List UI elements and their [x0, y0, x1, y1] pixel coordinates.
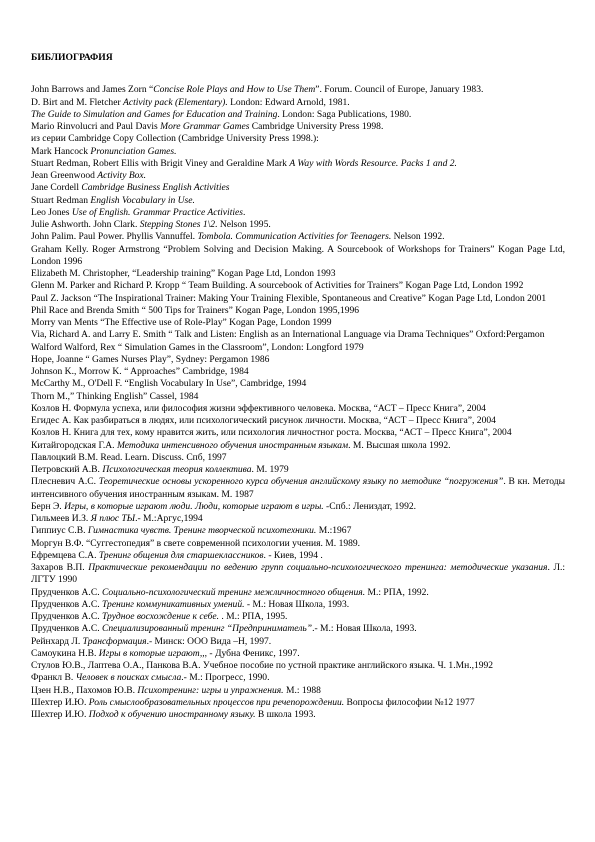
entry-text: Jane Cordell [31, 182, 82, 194]
entry-title-italic: Cambridge Business English Activities [81, 182, 230, 194]
entry-text: Гильмеев И.З. [31, 513, 91, 524]
entry-title-italic: Специализированный тренинг “Предприниматель” [101, 623, 313, 635]
entry-title-italic: Трансформация [82, 635, 147, 647]
entry-text: Франкл В. [31, 672, 76, 684]
bibliography-entry [31, 452, 565, 464]
bibliography-entry [31, 219, 565, 231]
entry-title-italic: Activity Box. [97, 170, 147, 181]
entry-text: -Спб.: Лениздат, 1992. [323, 500, 417, 512]
entry-title-italic: Психологическая теория коллектива [102, 464, 252, 475]
bibliography-entry [31, 133, 565, 145]
entry-text: Nelson 1992. [391, 231, 445, 243]
bibliography-page [31, 52, 565, 721]
entry-text: Гиппиус С.В. [31, 525, 88, 537]
bibliography-entry [31, 464, 565, 476]
entry-title-italic: Pronunciation Games. [90, 145, 177, 157]
entry-text: Julie Ashworth. John Clark. [31, 219, 140, 230]
bibliography-entry [31, 268, 565, 280]
bibliography-entry [31, 587, 565, 599]
entry-text: из серии Cambridge Copy Collection (Cambridge University Press 1998.): [31, 133, 319, 145]
entry-title-italic: More Grammar Games [160, 121, 250, 132]
entry-title-italic: Методика интенсивного обучения иностранным языкам [116, 439, 349, 451]
entry-text: М.: 1988 [283, 684, 321, 696]
entry-text: .- М.:Аргус,1994 [135, 513, 203, 524]
entry-title-italic: English Vocabulary in Use. [90, 194, 195, 206]
bibliography-entry [31, 623, 565, 635]
entry-text: Johnson K., Morrow K. “ Approaches” Cambridge, 1984 [31, 366, 249, 377]
bibliography-entry [31, 501, 565, 513]
entry-title-italic: Тренинг общения для старшеклассников [98, 549, 264, 561]
bibliography-entry [31, 611, 565, 623]
bibliography-entry [31, 378, 565, 390]
bibliography-entry [31, 366, 565, 378]
entry-text: .- М.: Новая Школа, 1993. [312, 623, 417, 635]
entry-text: .- Минск: ООО Вида –Н, 1997. [146, 635, 272, 647]
bibliography-entry [31, 293, 565, 305]
entry-text: D. Birt and M. Fletcher [31, 96, 124, 108]
bibliography-entry [31, 709, 565, 721]
entry-text: Павлоцкий В.М. Read. Learn. Discuss. Спб, 1997 [31, 451, 227, 463]
entry-text: Paul Z. Jackson “The Inspirational Trainer: Making Your Training Flexible, Spontaneous and Creative” Kogan Page Ltd, London 2001 [31, 292, 547, 304]
entry-text: Рейнхард Л. [31, 635, 83, 647]
entry-title-italic: Теоретические основы ускоренного курса обучения английскому языку по методике “погружения” [98, 476, 504, 488]
bibliography-entry [31, 648, 565, 660]
entry-title-italic: Психотренинг: игры и упражнения. [137, 684, 284, 696]
entry-text: Вопросы философии №12 1977 [344, 696, 475, 708]
entry-title-italic: Гимнастика чувств. Тренинг творческой психотехники. [87, 525, 317, 537]
entry-title-italic: Stepping Stones 1\2 [139, 219, 216, 230]
bibliography-entry [31, 97, 565, 109]
entry-text: Прудченков А.С. [31, 623, 102, 635]
entry-text: . М. Высшая школа 1992. [348, 439, 451, 451]
entry-title-italic: Роль смыслообразовательных процессов при речепорождении. [88, 696, 345, 708]
entry-text: London: Edward Arnold, 1981. [227, 96, 350, 108]
bibliography-entry [31, 440, 565, 452]
entry-title-italic: Concise Role Plays and How to Use Them [153, 84, 316, 96]
bibliography-entry [31, 317, 565, 329]
bibliography-entry [31, 636, 565, 648]
entry-text: Via, Richard A. and Larry E. Smith “ Talk and Listen: English as an International Language via Drama Techniques” Oxford:Pergamon [31, 329, 545, 341]
entry-text: Jean Greenwood [31, 170, 98, 181]
entry-title-italic: The Guide to Simulation and Games for Education and Training [31, 108, 278, 120]
entry-text: Козлов Н. Книга для тех, кому нравится жить, или психология личностног роста. Москва, “АСТ – Пресс Книга”, 2004 [31, 427, 512, 439]
entry-text: Elizabeth M. Christopher, “Leadership training” Kogan Page Ltd, London 1993 [31, 268, 336, 279]
entry-text: . [242, 206, 246, 218]
bibliography-entry [31, 121, 565, 133]
bibliography-entry [31, 195, 565, 207]
entry-text: Моргун В.Ф. “Суггестопедия” в свете современной психологии учения. М. 1989. [31, 537, 361, 549]
entry-text: McCarthy M., O'Dell F. “English Vocabulary In Use”, Cambridge, 1994 [31, 378, 307, 390]
entry-text: Graham Kelly. Roger Armstrong “Problem Solving and Decision Making. A Sourcebook of Workshops for Trainers” Kogan Page Ltd, London 1996 [31, 243, 565, 267]
entry-text: М.: РПА, 1992. [365, 586, 429, 598]
bibliography-entry [31, 672, 565, 684]
bibliography-entry [31, 329, 565, 341]
entry-text: Hope, Joanne “ Games Nurses Play”, Sydney: Pergamon 1986 [31, 353, 270, 365]
entry-text: Mark Hancock [31, 145, 91, 157]
entry-text: . Nelson 1995. [215, 219, 271, 230]
bibliography-entry [31, 342, 565, 354]
bibliography-entry [31, 476, 565, 501]
entry-title-italic: Практические рекомендации по ведению групп социально-психологического тренинга: методические указания [88, 562, 548, 573]
entry-title-italic: Я плюс ТЫ [90, 513, 136, 524]
bibliography-entry [31, 231, 565, 243]
bibliography-entry [31, 427, 565, 439]
entry-text: Захаров В.П. [31, 562, 89, 573]
entry-text: Thorn M.,” Thinking English” Cassel, 1984 [31, 390, 199, 402]
entry-text: Morry van Ments “The Effective use of Role-Play” Kogan Page, London 1999 [31, 317, 332, 328]
bibliography-entry [31, 391, 565, 403]
bibliography-entry [31, 170, 565, 182]
bibliography-entry [31, 538, 565, 550]
entry-title-italic: Игры, в которые играют люди. Люди, которые играют в игры. [64, 500, 324, 512]
bibliography-entry [31, 280, 565, 292]
entry-text: Прудченков А.С. [31, 598, 102, 610]
entry-title-italic: Трудное восхождение к себе. [101, 611, 219, 622]
bibliography-entry [31, 415, 565, 427]
bibliography-entry [31, 685, 565, 697]
bibliography-entry [31, 244, 565, 269]
entry-text: Егидес А. Как разбираться в людях, или психологический рисунок личности. Москва, “АСТ – Пресс Книга”, 2004 [31, 415, 496, 426]
entry-text: Mario Rinvolucri and Paul Davis [31, 121, 161, 132]
bibliography-entry [31, 182, 565, 194]
entry-text: Ефремцева С.А. [31, 549, 99, 561]
bibliography-entry [31, 109, 565, 121]
page-title: БИБЛИОГРАФИЯ [31, 52, 113, 63]
bibliography-entry [31, 146, 565, 158]
entry-text: Walford Walford, Rex “ Simulation Games in the Classroom”, London: Longford 1979 [31, 341, 364, 353]
entry-title-italic: A Way with Words Resource. Packs 1 and 2. [289, 157, 457, 169]
entry-text: . Л.: ЛГТУ 1990 [31, 562, 565, 586]
entry-text: John Barrows and James Zorn “ [31, 84, 154, 96]
entry-text: Stuart Redman, Robert Ellis with Brigit Viney and Geraldine Mark [31, 157, 290, 169]
entry-text: Петровский А.В. [31, 464, 103, 475]
entry-title-italic: Activity pack (Elementary). [123, 96, 228, 108]
entry-text: Самоукина Н.В. [31, 647, 99, 659]
entry-text: - М.: Новая Школа, 1993. [244, 598, 350, 610]
bibliography-entry [31, 599, 565, 611]
entry-text: Цзен Н.В., Пахомов Ю.В. [31, 684, 138, 696]
entry-text: Phil Race and Brenda Smith “ 500 Tips for Trainers” Kogan Page, London 1995,1996 [31, 304, 360, 316]
bibliography-entry [31, 158, 565, 170]
entry-text: Прудченков А.С. [31, 611, 102, 622]
bibliography-entry [31, 354, 565, 366]
entry-text: Берн Э. [31, 500, 65, 512]
entry-text: В школа 1993. [255, 709, 316, 720]
entry-title-italic: Социально-психологический тренинг межличностного общения. [101, 586, 366, 598]
entry-text: Шехтер И.Ю. [31, 709, 89, 720]
entry-text: John Palim. Paul Power. Phyllis Vannuffel. [31, 231, 198, 243]
entry-title-italic: Tombola. Communication Activities for Teenagers. [197, 231, 392, 243]
entry-text: Cambridge University Press 1998. [249, 121, 384, 132]
entry-text: . - Киев, 1994 . [263, 549, 323, 561]
bibliography-entry [31, 513, 565, 525]
entry-text: Glenn M. Parker and Richard P. Kropp “ Team Building. A sourcebook of Activities for Trainers” Kogan Page Ltd, London 1992 [31, 280, 524, 292]
entry-text: М.:1967 [316, 525, 352, 537]
entry-text: Прудченков А.С. [31, 586, 102, 598]
entry-text: Шехтер И.Ю. [31, 696, 89, 708]
entry-title-italic: Игры в которые играют,,, [98, 647, 207, 659]
entry-title-italic: Тренинг коммуникативных умений. [101, 598, 245, 610]
entry-text: Stuart Redman [31, 194, 91, 206]
bibliography-entry [31, 550, 565, 562]
bibliography-entry [31, 84, 565, 96]
entry-text: Стулов Ю.В., Лаптева О.А., Панкова В.А. Учебное пособие по устной практике английского языка. Ч. 1.Мн.,1992 [31, 660, 494, 671]
entry-text: . М.: РПА, 1995. [219, 611, 288, 622]
bibliography-entry [31, 525, 565, 537]
entry-text: Leo Jones [31, 206, 72, 218]
entry-text: Козлов Н. Формула успеха, или философия жизни эффективного человека. Москва, “АСТ – Пресс Книга”, 2004 [31, 402, 486, 414]
entry-text: Китайгородская Г.А. [31, 439, 117, 451]
entry-text: - Дубна Феникс, 1997. [207, 647, 300, 659]
bibliography-entry [31, 562, 565, 587]
entry-text: . В кн. Методы интенсивного обучения иностранным языкам. М. 1987 [31, 476, 565, 500]
bibliography-entry [31, 305, 565, 317]
bibliography-list [31, 84, 565, 721]
bibliography-entry [31, 207, 565, 219]
entry-title-italic: Подход к обучению иностранному языку. [88, 709, 256, 720]
bibliography-entry [31, 403, 565, 415]
entry-title-italic: Use of English. Grammar Practice Activities [71, 206, 243, 218]
entry-text: .- М.: Прогресс, 1990. [181, 672, 270, 684]
entry-title-italic: Человек в поисках смысла [75, 672, 182, 684]
entry-text: ”. Forum. Council of Europe, January 1983. [315, 84, 484, 96]
entry-text: Плесневич А.С. [31, 476, 99, 488]
entry-text: . М. 1979 [251, 464, 289, 475]
entry-text: . London: Saga Publications, 1980. [277, 108, 412, 120]
bibliography-entry [31, 697, 565, 709]
bibliography-entry [31, 660, 565, 672]
